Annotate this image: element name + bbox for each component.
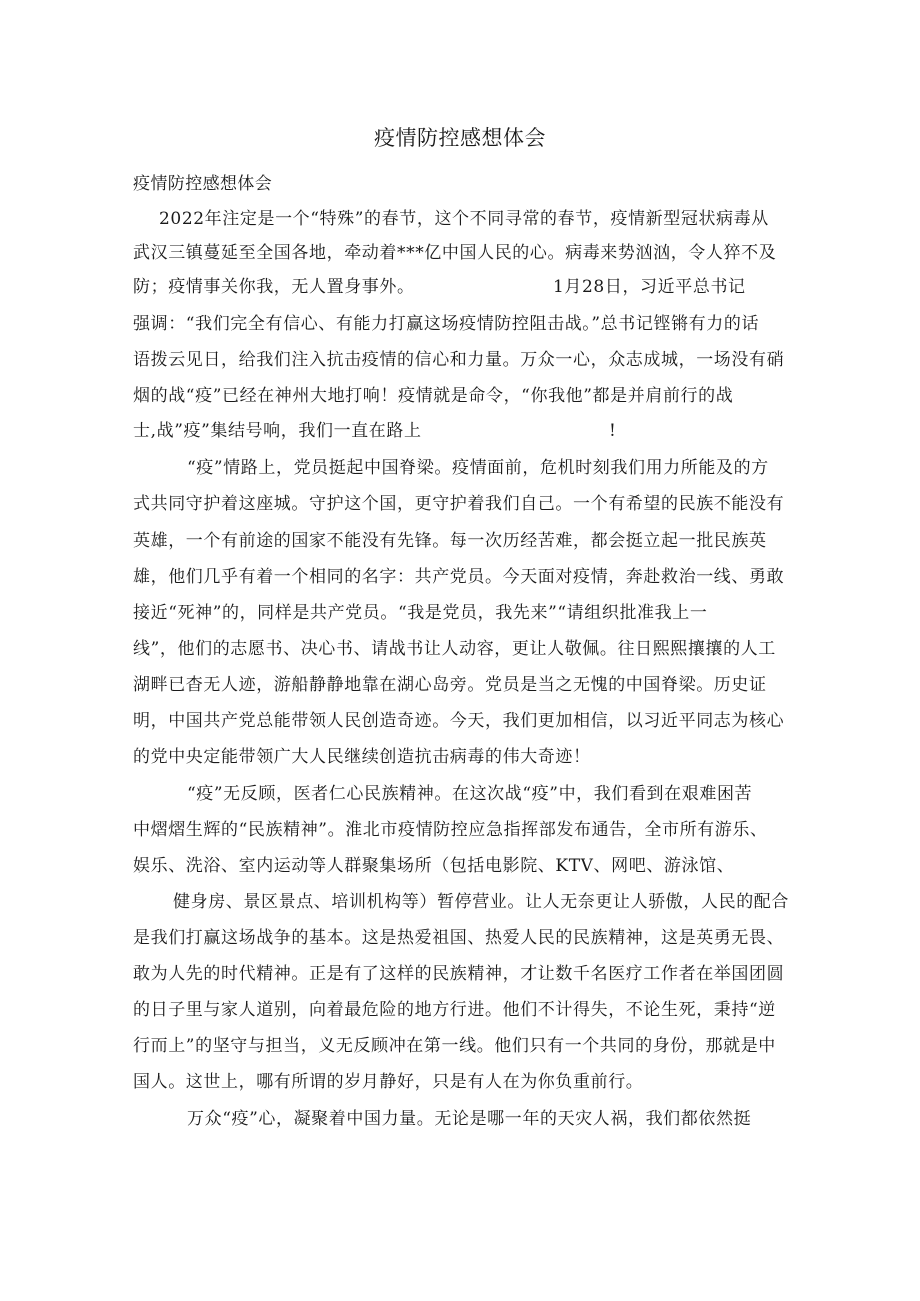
paragraph-1-line-2: 武汉三镇蔓延至全国各地，牵动着***亿中国人民的心。病毒来势汹汹，令人猝不及 [133,243,777,263]
paragraph-2-line-5: 接近“死神”的，同样是共产党员。“我是党员，我先来”“请组织批准我上一 [133,603,708,623]
document-subtitle: 疫情防控感想体会 [133,174,273,194]
paragraph-2-line-2: 式共同守护着这座城。守护这个国，更守护着我们自己。一个有希望的民族不能没有 [133,494,785,514]
paragraph-3-line-5: 是我们打赢这场战争的基本。这是热爱祖国、热爱人民的民族精神，这是英勇无畏、 [133,928,785,948]
paragraph-2-line-3: 英雄，一个有前途的国家不能没有先锋。每一次历经苦难，都会挺立起一批民族英 [133,531,767,551]
paragraph-3-line-7: 的日子里与家人道别，向着最危险的地方行进。他们不计得失，不论生死，秉持“逆 [133,1000,776,1020]
paragraph-2-line-9: 的党中央定能带领广大人民继续创造抗击病毒的伟大奇迹！ [133,747,591,767]
paragraph-2-line-4: 雄，他们几乎有着一个相同的名字：共产党员。今天面对疫情，奔赴救治一线、勇敢 [133,567,785,587]
paragraph-3-line-9: 国人。这世上，哪有所谓的岁月静好，只是有人在为你负重前行。 [133,1072,644,1092]
paragraph-3-line-2: 中熠熠生辉的“民族精神”。淮北市疫情防控应急指挥部发布通告，全市所有游乐、 [133,820,768,840]
paragraph-3-line-6: 敢为人先的时代精神。正是有了这样的民族精神，才让数千名医疗工作者在举国团圆 [133,964,785,984]
paragraph-1-line-3-left: 防；疫情事关你我，无人置身事外。 [133,277,415,297]
paragraph-2-line-7: 湖畔已杳无人迹，游船静静地靠在湖心岛旁。党员是当之无愧的中国脊梁。历史证 [133,675,767,695]
paragraph-3-line-3: 娱乐、洗浴、室内运动等人群聚集场所（包括电影院、KTV、网吧、游泳馆、 [133,856,735,876]
paragraph-1-line-1: 2022年注定是一个“特殊”的春节，这个不同寻常的春节，疫情新型冠状病毒从 [159,209,769,229]
paragraph-1-line-6: 烟的战“疫”已经在神州大地打响！疫情就是命令，“你我他”都是并肩前行的战 [133,386,734,406]
paragraph-1-line-3-right: 1月28日，习近平总书记 [553,277,746,297]
page-title: 疫情防控感想体会 [374,126,546,150]
paragraph-3-line-8: 行而上”的坚守与担当，义无反顾冲在第一线。他们只有一个共同的身份，那就是中 [133,1036,776,1056]
paragraph-2-line-6: 线”，他们的志愿书、决心书、请战书让人动容，更让人敬佩。往日熙熙攘攘的人工 [133,639,776,659]
paragraph-2-line-8: 明，中国共产党总能带领人民创造奇迹。今天，我们更加相信，以习近平同志为核心 [133,711,785,731]
paragraph-4-line-1: 万众“疫”心，凝聚着中国力量。无论是哪一年的天灾人祸，我们都依然挺 [187,1109,752,1129]
paragraph-3-line-4: 健身房、景区景点、培训机构等）暂停营业。让人无奈更让人骄傲，人民的配合 [173,892,789,912]
paragraph-1-line-3 [133,276,753,298]
paragraph-1-line-7-left: 士,战”疫”集结号响，我们一直在路上 [133,421,422,441]
paragraph-1-line-4: 强调：“我们完全有信心、有能力打赢这场疫情防控阻击战。”总书记铿锵有力的话 [133,314,760,334]
paragraph-1-line-7 [133,420,633,442]
paragraph-1-line-7-right: ! [609,421,617,441]
paragraph-3-line-1: “疫”无反顾，医者仁心民族精神。在这次战“疫”中，我们看到在艰难困苦 [187,784,753,804]
paragraph-2-line-1: “疫”情路上，党员挺起中国脊梁。疫情面前，危机时刻我们用力所能及的方 [187,458,769,478]
paragraph-1-line-5: 语拨云见日，给我们注入抗击疫情的信心和力量。万众一心，众志成城，一场没有硝 [133,350,785,370]
